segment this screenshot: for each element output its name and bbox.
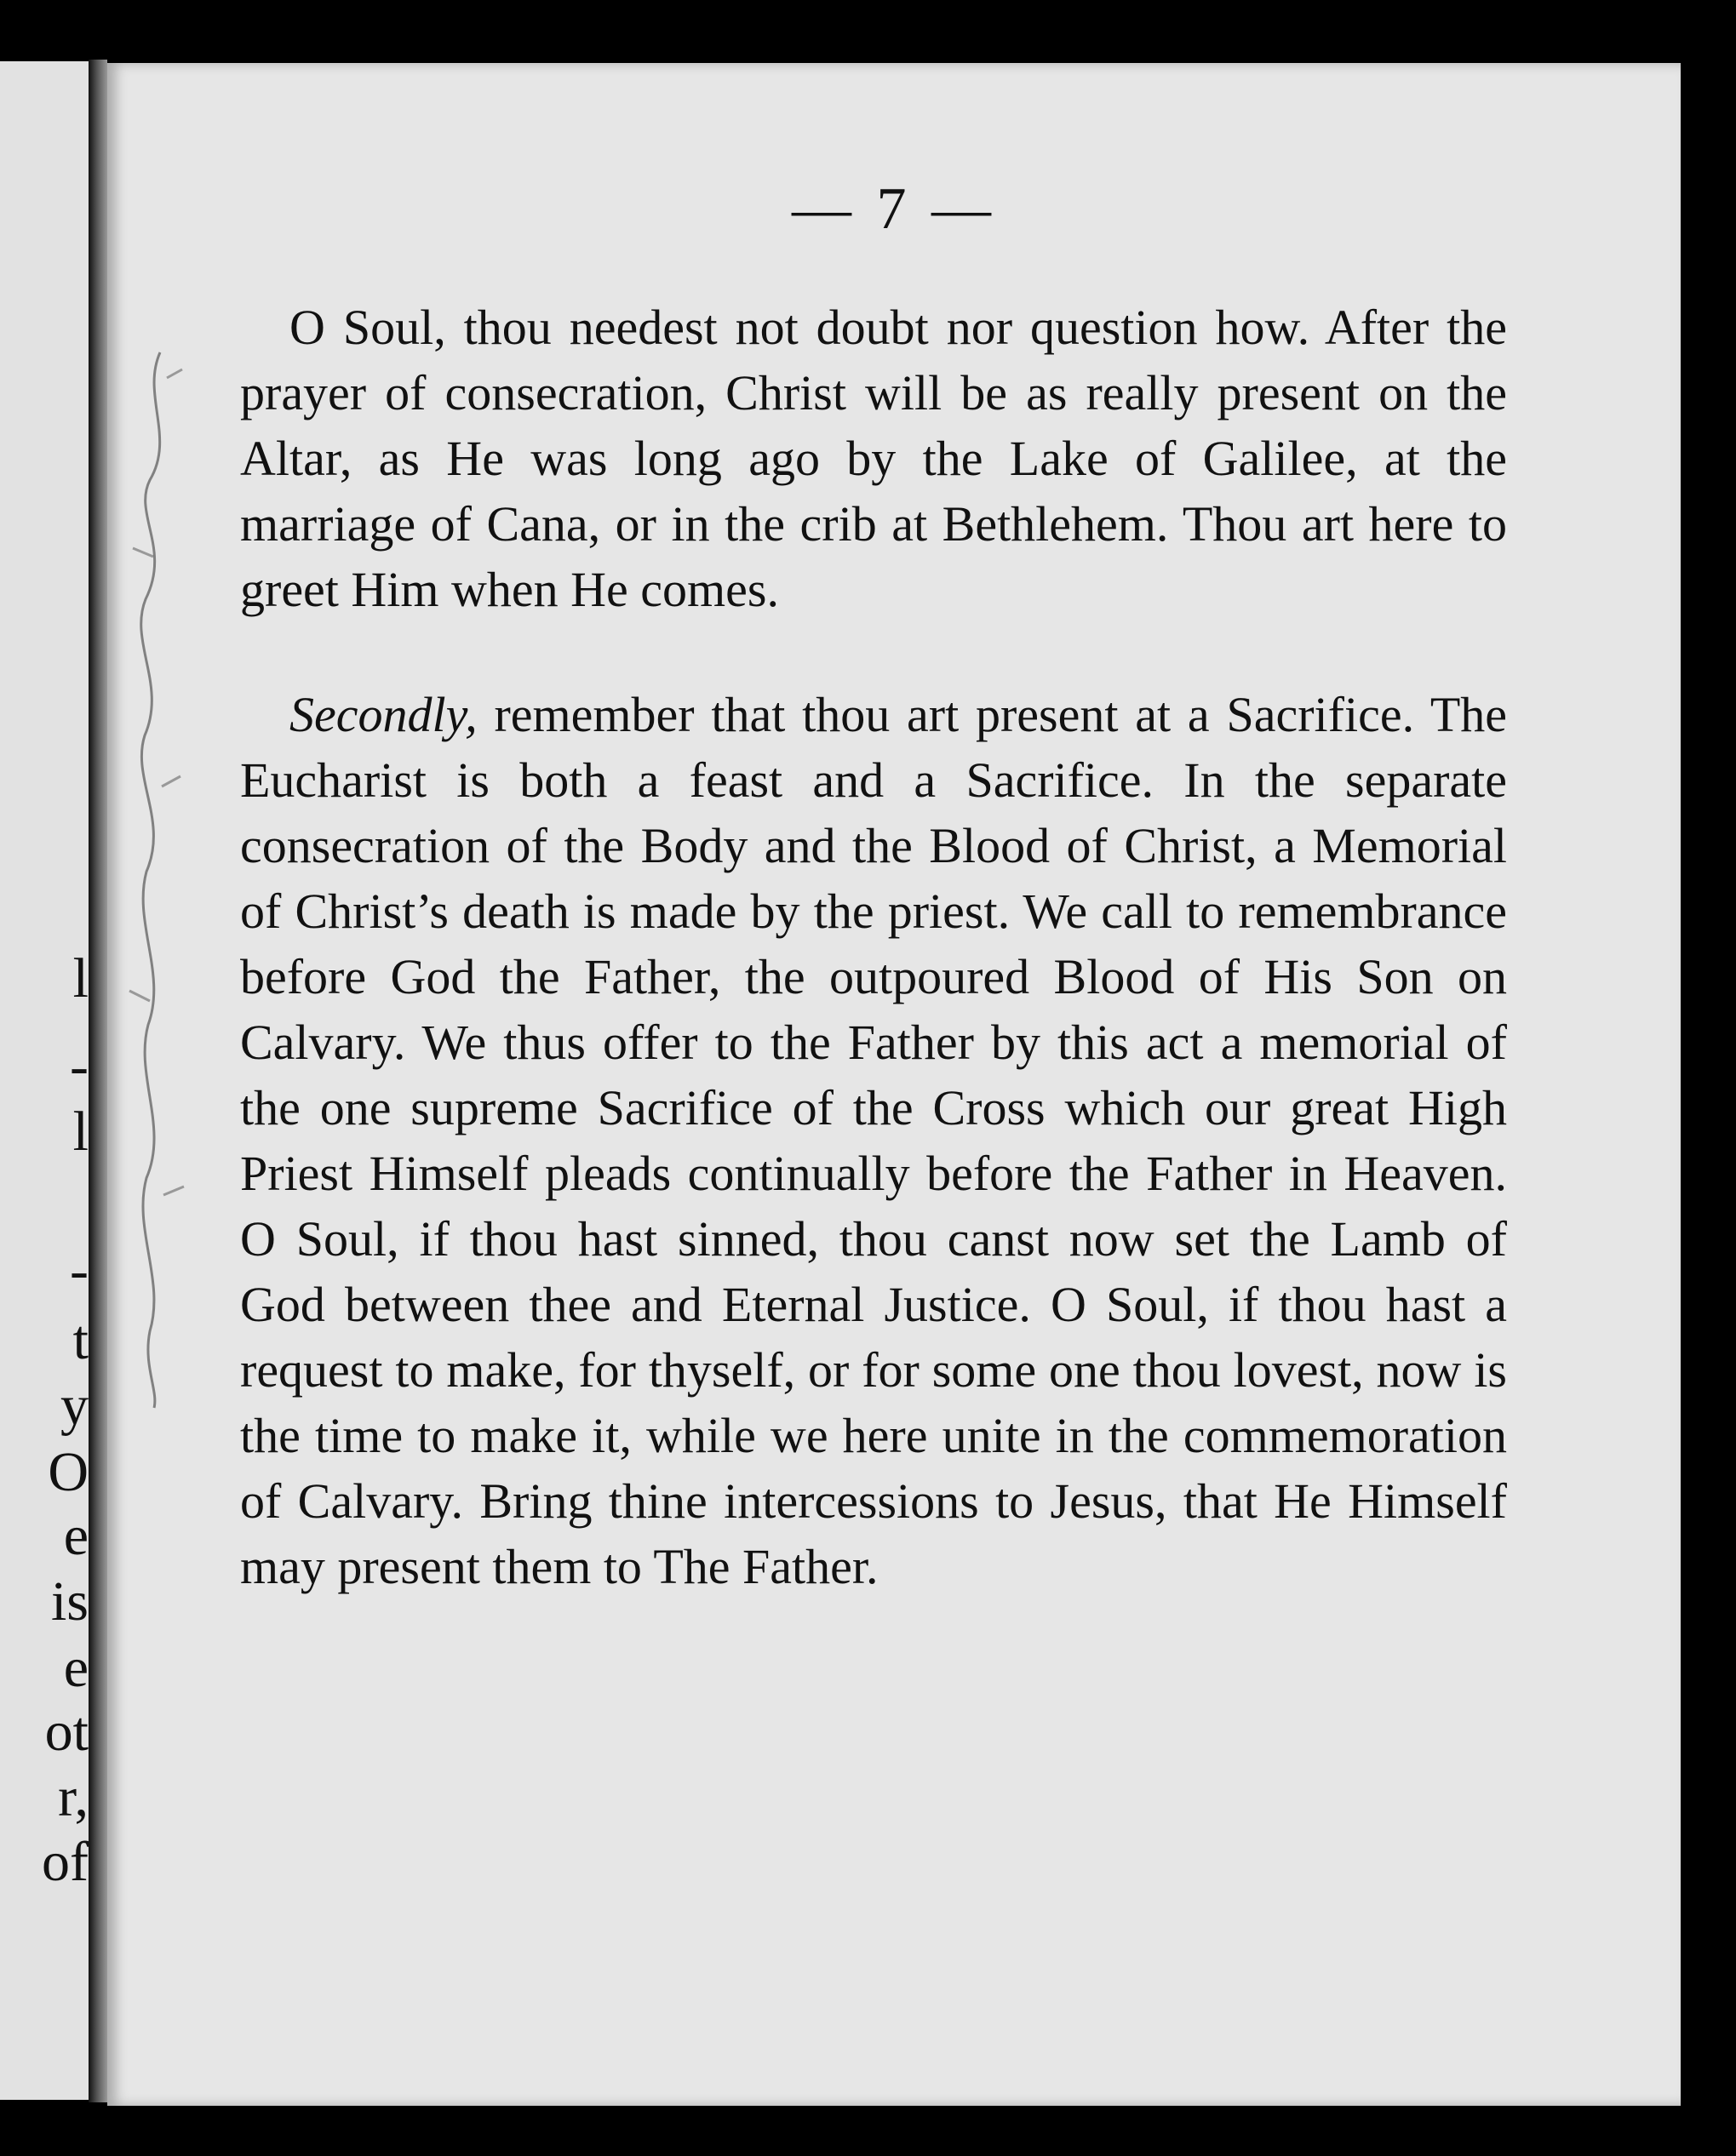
paragraph	[240, 295, 1507, 622]
facing-page-edge	[0, 61, 89, 2100]
book-gutter	[89, 60, 107, 2102]
facing-page-fragment: -	[70, 1035, 89, 1097]
facing-page-fragment: l	[72, 947, 89, 1009]
facing-page-fragment: e	[63, 1637, 89, 1699]
facing-page-fragment: is	[50, 1570, 89, 1633]
facing-page-fragment: r,	[58, 1766, 89, 1828]
paragraph-text: remember that thou art present at a Sacrifice. The Eucharist is both a feast and a Sacrifice. In the separate consecration of the Body and the Blood of Christ, a Memorial of Christ’s death is made by the priest. We call to remembrance before God the Father, the outpoured Blood of His Son on Calvary. We thus offer to the Father by this act a memorial of the one supreme Sacrifice of the Cross which our great High Priest Himself pleads continually before the Father in Heaven. O Soul, if thou hast sinned, thou canst now set the Lamb of God between thee and Eternal Justice. O Soul, if thou hast a request to make, for thyself, or for some one thou lovest, now is the time to make it, while we here unite in the commemoration of Calvary. Bring thine intercessions to Jesus, that He Himself may present them to The Father.	[240, 687, 1507, 1594]
page-number: — 7 —	[792, 176, 996, 242]
facing-page-fragment: e	[63, 1505, 89, 1567]
book-page	[107, 63, 1681, 2106]
handwritten-margin-note	[107, 344, 192, 1416]
facing-page-fragment: -	[70, 1239, 89, 1301]
facing-page-fragment: t	[72, 1309, 89, 1371]
facing-page-fragment: ot	[44, 1701, 89, 1763]
page-body	[240, 295, 1507, 1599]
facing-page-fragment: y	[60, 1375, 89, 1437]
facing-page-fragment: O	[48, 1441, 89, 1503]
paragraph-text: O Soul, thou needest not doubt nor question how. After the prayer of consecration, Christ will be as really present on the Altar, as He was long ago by the Lake of Galilee, at the marriage of Cana, or in the crib at Bethlehem. Thou art here to greet Him when He comes.	[240, 300, 1507, 617]
facing-page-fragment: l	[72, 1101, 89, 1163]
paragraph	[240, 682, 1507, 1599]
facing-page-fragment: of	[42, 1831, 89, 1893]
paragraph-lead: Secondly,	[289, 687, 478, 742]
handwriting-scribble-icon	[107, 344, 192, 1416]
